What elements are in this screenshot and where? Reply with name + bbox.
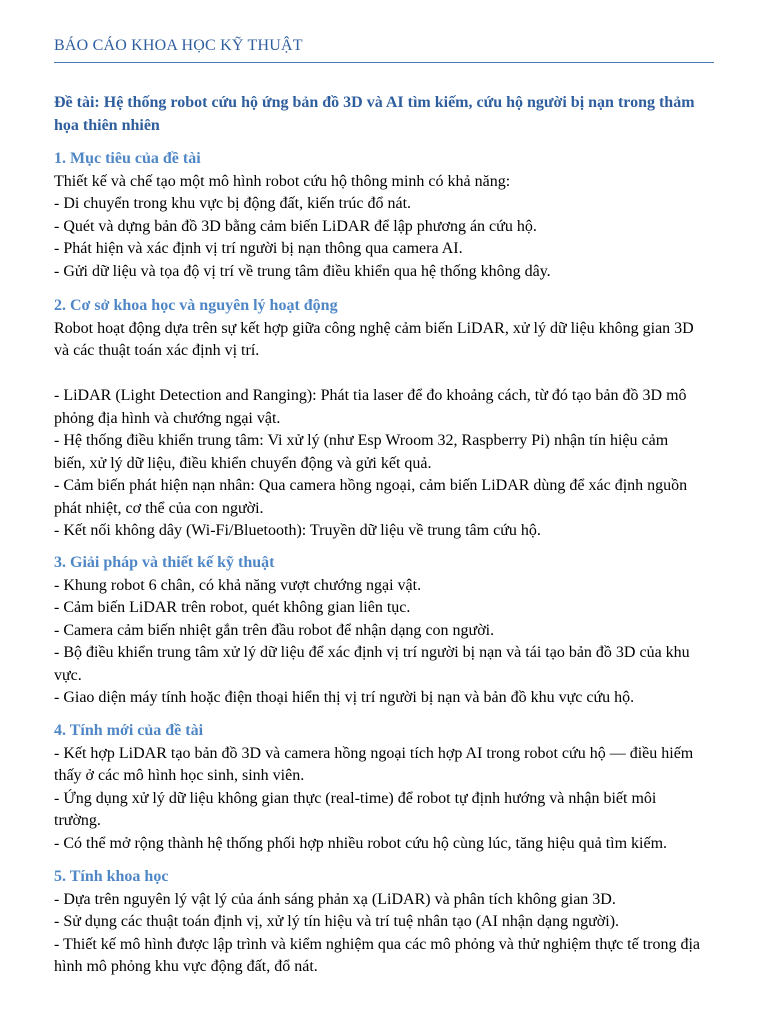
paragraph-line: - Khung robot 6 chân, có khả năng vượt chướng ngại vật. [54, 576, 422, 594]
paragraph-line: - Cảm biến phát hiện nạn nhân: Qua camera hồng ngoại, cảm biến LiDAR dùng để xác định nguồn [54, 477, 688, 494]
paragraph-line: Robot hoạt động dựa trên sự kết hợp giữa công nghệ cảm biến LiDAR, xử lý dữ liệu không gian 3D [54, 319, 694, 337]
paragraph-line: biến, xử lý dữ liệu, điều khiển chuyển động và gửi kết quả. [54, 454, 432, 472]
section-heading: 5. Tính khoa học [54, 868, 169, 885]
section-heading: 1. Mục tiêu của đề tài [54, 150, 201, 167]
section-scientific-nature [54, 866, 714, 979]
paragraph-line: - Di chuyển trong khu vực bị động đất, kiến trúc đổ nát. [54, 195, 412, 212]
section-heading: 2. Cơ sở khoa học và nguyên lý hoạt động [54, 297, 338, 314]
section-heading: 3. Giải pháp và thiết kế kỹ thuật [54, 554, 275, 571]
paragraph-line: - Phát hiện và xác định vị trí người bị nạn thông qua camera AI. [54, 240, 463, 257]
paragraph-line: trường. [54, 812, 101, 829]
section-solution-design [54, 552, 714, 710]
topic-title [54, 92, 714, 137]
report-header [54, 36, 714, 63]
section-scientific-basis [54, 295, 714, 543]
paragraph-line: - Giao diện máy tính hoặc điện thoại hiển thị vị trí người bị nạn và bản đồ khu vực cứu hộ. [54, 689, 635, 706]
topic-line: Đề tài: Hệ thống robot cứu hộ ứng bản đồ 3D và AI tìm kiếm, cứu hộ người bị nạn trong thảm [54, 94, 695, 111]
paragraph-line: phỏng địa hình và chướng ngại vật. [54, 409, 281, 427]
topic-line: họa thiên nhiên [54, 116, 160, 134]
paragraph-line: - Hệ thống điều khiển trung tâm: Vi xử lý (như Esp Wroom 32, Raspberry Pi) nhận tín hiệu cảm [54, 432, 669, 449]
paragraph-line: - Camera cảm biến nhiệt gắn trên đầu robot để nhận dạng con người. [54, 621, 495, 639]
paragraph-line: vực. [54, 666, 82, 684]
paragraph-line: Thiết kế và chế tạo một mô hình robot cứu hộ thông minh có khả năng: [54, 172, 511, 190]
paragraph-line: - Ứng dụng xử lý dữ liệu không gian thực (real-time) để robot tự định hướng và nhận biết môi [54, 789, 657, 807]
paragraph-line: - Dựa trên nguyên lý vật lý của ánh sáng phản xạ (LiDAR) và phân tích không gian 3D. [54, 890, 616, 908]
paragraph-line: - LiDAR (Light Detection and Ranging): Phát tia laser để đo khoảng cách, từ đó tạo bản đồ 3D mô [54, 387, 687, 404]
paragraph-line: hình mô phỏng khu vực động đất, đổ nát. [54, 958, 318, 975]
section-heading: 4. Tính mới của đề tài [54, 722, 204, 739]
paragraph-line: - Sử dụng các thuật toán định vị, xử lý tín hiệu và trí tuệ nhân tạo (AI nhận dạng người). [54, 913, 620, 930]
paragraph-line: phát nhiệt, cơ thể của con người. [54, 499, 264, 517]
paragraph-line: - Quét và dựng bản đồ 3D bằng cảm biến LiDAR để lập phương án cứu hộ. [54, 217, 537, 235]
paragraph-line: và các thuật toán xác định vị trí. [54, 342, 260, 359]
paragraph-line: - Kết hợp LiDAR tạo bản đồ 3D và camera hồng ngoại tích hợp AI trong robot cứu hộ — điều hiếm [54, 744, 694, 762]
paragraph-line: - Gửi dữ liệu và tọa độ vị trí về trung tâm điều khiển qua hệ thống không dây. [54, 262, 551, 280]
paragraph-line: - Có thể mở rộng thành hệ thống phối hợp nhiều robot cứu hộ cùng lúc, tăng hiệu quả tìm kiếm. [54, 834, 668, 852]
paragraph-line: - Thiết kế mô hình được lập trình và kiểm nghiệm qua các mô phỏng và thử nghiệm thực tế trong địa [54, 935, 701, 953]
section-novelty [54, 720, 714, 855]
blank-line [54, 363, 714, 386]
paragraph-line: - Kết nối không dây (Wi-Fi/Bluetooth): Truyền dữ liệu về trung tâm cứu hộ. [54, 522, 541, 539]
paragraph-line: thấy ở các mô hình học sinh, sinh viên. [54, 767, 305, 784]
section-objectives [54, 148, 714, 283]
report-title: BÁO CÁO KHOA HỌC KỸ THUẬT [54, 37, 303, 54]
paragraph-line: - Bộ điều khiển trung tâm xử lý dữ liệu để xác định vị trí người bị nạn và tái tạo bản đồ 3D của khu [54, 644, 690, 661]
paragraph-line: - Cảm biến LiDAR trên robot, quét không gian liên tục. [54, 599, 411, 616]
